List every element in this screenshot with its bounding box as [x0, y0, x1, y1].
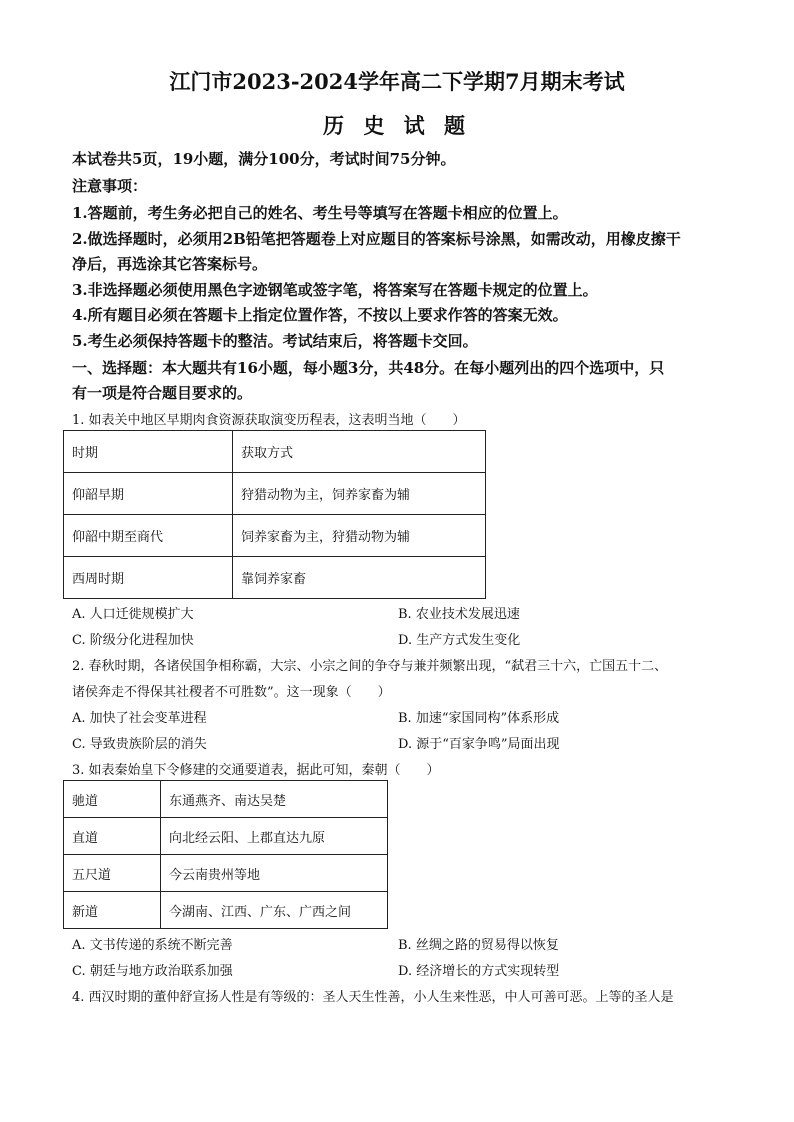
table-row	[64, 473, 486, 515]
q3-table	[63, 780, 388, 929]
q3-option-d: D. 经济增长的方式实现转型	[398, 964, 560, 979]
table-cell: 五尺道	[64, 855, 161, 892]
table-cell: 时期	[64, 431, 233, 473]
q1-option-d: D. 生产方式发生变化	[398, 633, 521, 648]
notice-rule-4: 4.所有题目必须在答题卡上指定位置作答，不按以上要求作答的答案无效。	[72, 306, 568, 324]
table-cell: 东通燕齐、南达吴楚	[161, 781, 388, 818]
q2-stem-line1: 2. 春秋时期，各诸侯国争相称霸，大宗、小宗之间的争夺与兼并频繁出现，“弑君三十六，亡国五十二、	[72, 659, 668, 674]
q1-option-b: B. 农业技术发展迅速	[398, 607, 520, 622]
table-cell: 新道	[64, 892, 161, 929]
notice-heading: 注意事项：	[72, 177, 148, 195]
table-cell: 驰道	[64, 781, 161, 818]
q3-option-b: B. 丝绸之路的贸易得以恢复	[398, 938, 559, 953]
table-cell: 直道	[64, 818, 161, 855]
table-row	[64, 892, 388, 929]
q2-option-a: A. 加快了社会变革进程	[72, 711, 207, 726]
table-row	[64, 515, 486, 557]
table-cell: 西周时期	[64, 557, 233, 599]
q2-option-b: B. 加速“家国同构”体系形成	[398, 711, 560, 726]
q4-stem: 4. 西汉时期的董仲舒宣扬人性是有等级的：圣人天生性善，小人生来性恶，中人可善可恶。上等的圣人是	[72, 990, 674, 1005]
section-heading-a: 一、选择题：本大题共有16小题，每小题3分，共48分。在每小题列出的四个选项中，只	[72, 359, 665, 377]
table-row	[64, 855, 388, 892]
q1-option-a: A. 人口迁徙规模扩大	[72, 607, 194, 622]
table-cell: 获取方式	[233, 431, 486, 473]
notice-rule-5: 5.考生必须保持答题卡的整洁。考试结束后，将答题卡交回。	[72, 332, 478, 350]
q3-stem: 3. 如表秦始皇下令修建的交通要道表，据此可知，秦朝（ ）	[72, 763, 440, 778]
notice-rule-1: 1.答题前，考生务必把自己的姓名、考生号等填写在答题卡相应的位置上。	[72, 204, 568, 222]
table-row	[64, 781, 388, 818]
table-row	[64, 431, 486, 473]
q2-option-c: C. 导致贵族阶层的消失	[72, 737, 207, 752]
q2-stem-line2: 诸侯奔走不得保其社稷者不可胜数”。这一现象（ ）	[72, 685, 391, 700]
table-cell: 仰韶早期	[64, 473, 233, 515]
q2-option-d: D. 源于“百家争鸣”局面出现	[398, 737, 560, 752]
section-heading-b: 有一项是符合题目要求的。	[72, 384, 253, 402]
q1-table	[63, 430, 486, 599]
q1-option-c: C. 阶级分化进程加快	[72, 633, 194, 648]
table-row	[64, 557, 486, 599]
notice-rule-3: 3.非选择题必须使用黑色字迹钢笔或签字笔，将答案写在答题卡规定的位置上。	[72, 281, 598, 299]
table-cell: 仰韶中期至商代	[64, 515, 233, 557]
table-cell: 今云南贵州等地	[161, 855, 388, 892]
table-cell: 靠饲养家畜	[233, 557, 486, 599]
exam-info: 本试卷共5页，19小题，满分100分，考试时间75分钟。	[72, 150, 456, 168]
table-cell: 饲养家畜为主，狩猎动物为辅	[233, 515, 486, 557]
q3-option-a: A. 文书传递的系统不断完善	[72, 938, 233, 953]
table-row	[64, 818, 388, 855]
q1-stem: 1. 如表关中地区早期肉食资源获取演变历程表，这表明当地（ ）	[72, 413, 466, 428]
notice-rule-2b: 净后，再选涂其它答案标号。	[72, 255, 268, 273]
table-cell: 今湖南、江西、广东、广西之间	[161, 892, 388, 929]
q3-option-c: C. 朝廷与地方政治联系加强	[72, 964, 233, 979]
table-cell: 狩猎动物为主，饲养家畜为辅	[233, 473, 486, 515]
notice-rule-2a: 2.做选择题时，必须用2B铅笔把答题卷上对应题目的答案标号涂黑，如需改动，用橡皮擦干	[72, 230, 681, 248]
exam-title: 江门市2023-2024学年高二下学期7月期末考试	[169, 69, 625, 94]
table-cell: 向北经云阳、上郡直达九原	[161, 818, 388, 855]
exam-subtitle: 历 史 试 题	[323, 113, 471, 138]
